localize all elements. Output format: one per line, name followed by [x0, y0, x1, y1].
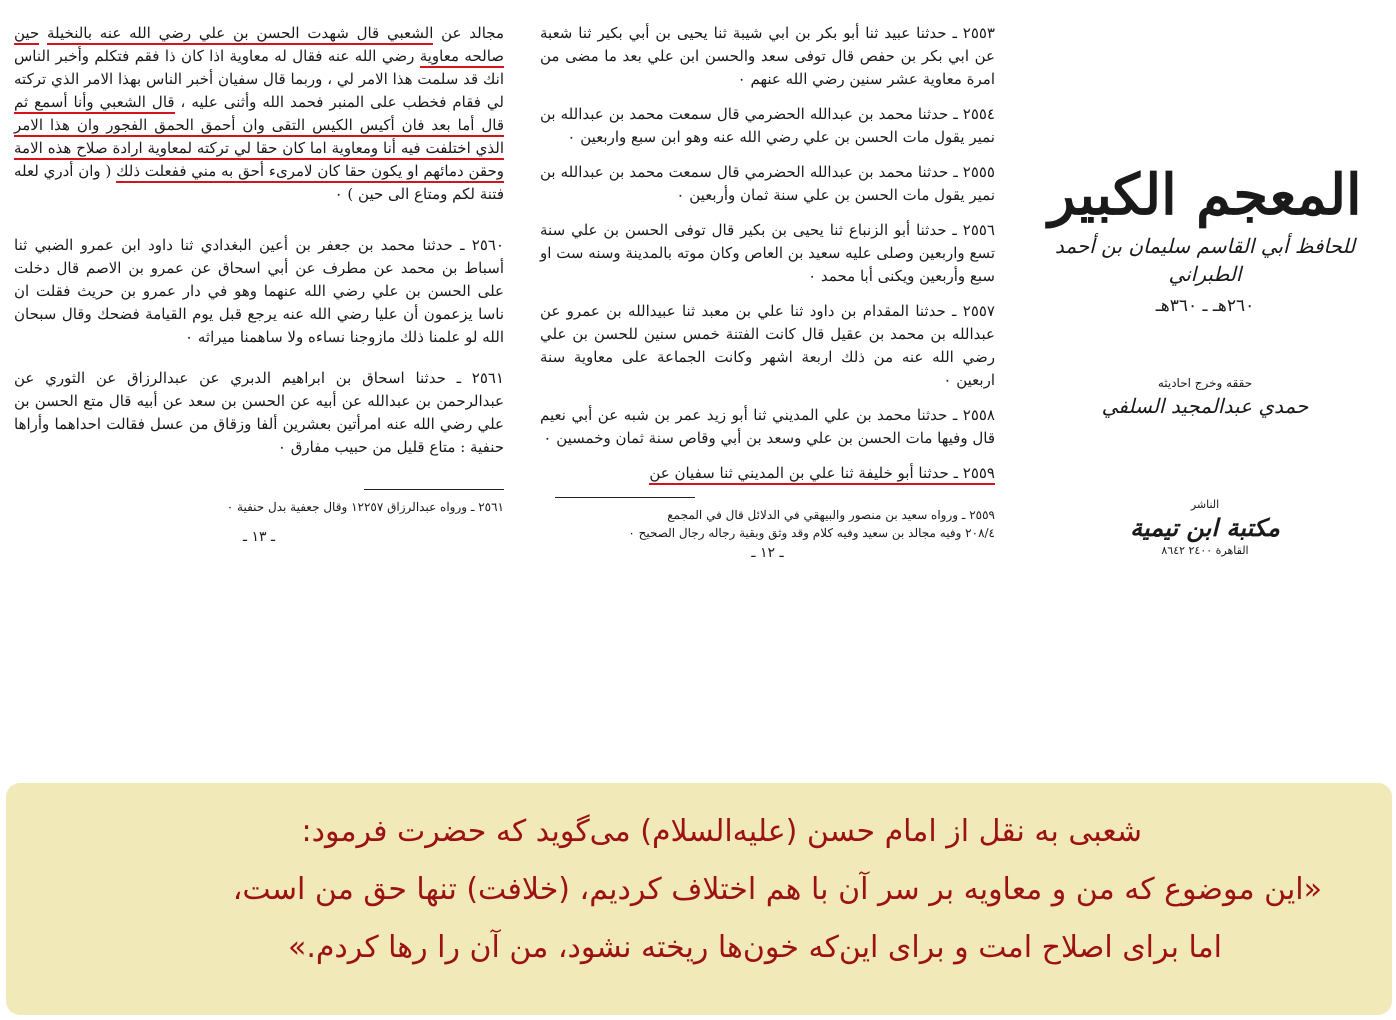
hadith-2555: ٢٥٥٥ ـ حدثنا محمد بن عبدالله الحضرمي قال سمعت محمد بن عبدالله بن نمير يقول مات الحسن بن علي سنة ثمان وأربعين ٠	[540, 163, 995, 204]
hadith-2556: ٢٥٥٦ ـ حدثنا أبو الزنباع ثنا يحيى بن بكير قال توفى الحسن بن علي سنة تسع واربعين وصلى عليه سعيد بن العاص وكان موته بالمدينة وسنه ست او سبع وأربعين ويكنى أبا محمد ٠	[540, 221, 995, 285]
footnote-line: ٢٠٨/٤ وفيه مجالد بن سعيد وفيه كلام وقد وثق وبقية رجاله رجال الصحيح ٠	[628, 526, 995, 540]
caption-line-1: شعبی به نقل از امام حسن (علیه‌السلام) می‌گوید که حضرت فرمود:	[301, 814, 1142, 849]
book-author: للحافظ أبي القاسم سليمان بن أحمد الطبراني	[1054, 234, 1356, 286]
underlined-text: قال الشعبي وأنا أسمع ثم قال أما بعد فان أكيس الكيس التقى وان أحمق الحمق الفجور وان هذا الامر الذي اختلفت فيه أنا ومعاوية اما كان حقا لي تركته لمعاوية ارادة صلاح هذه الامة وحقن دمائهم او يكون حقا كان لامرىء أحق به مني ففعلت ذلك	[14, 93, 504, 183]
hadith-2554: ٢٥٥٤ ـ حدثنا محمد بن عبدالله الحضرمي قال سمعت محمد بن عبدالله بن نمير يقول مات الحسن بن علي رضي الله عنه وهو ابن سبع واربعين ٠	[540, 105, 995, 146]
right-page	[540, 22, 995, 575]
page-number: ـ ١٣ ـ	[242, 529, 276, 545]
editor-label: حققه وخرج احاديثه	[1157, 376, 1253, 390]
footnote: ٢٥٦١ ـ ورواه عبدالرزاق ١٢٢٥٧ وقال جعفية بدل حنفية ٠	[226, 500, 504, 514]
underlined-text: ٢٥٥٩ ـ حدثنا أبو خليفة ثنا علي بن المديني ثنا سفيان عن	[649, 464, 995, 485]
hadith-2557: ٢٥٥٧ ـ حدثنا المقدام بن داود ثنا علي بن معبد ثنا عبيدالله بن عمرو عن عبدالله بن محمد بن عقيل قال كانت الفتنة خمس سنين للحسن بن علي رضي الله عنه من ذلك اربعة اشهر وكانت الجماعة على معاوية سنة اربعين ٠	[540, 302, 995, 389]
left-page	[14, 22, 504, 559]
footnote-rule	[364, 489, 504, 490]
book-title: المعجم الكبير	[1048, 162, 1362, 228]
hadith-2553: ٢٥٥٣ ـ حدثنا عبيد ثنا أبو بكر بن ابي شيبة ثنا يحيى بن أبي بكير ثنا شعبة عن ابي بكر بن حفص قال توفى سعد والحسن ابن علي بعد ما مضى من امرة معاوية عشر سنين رضي الله عنهم ٠	[540, 24, 995, 88]
hadith-2561: ٢٥٦١ ـ حدثنا اسحاق بن ابراهيم الدبري عن عبدالرزاق عن الثوري عن عبدالرحمن بن عبدالله عن أبيه عن الحسن بن سعد عن أبيه قال متع الحسن بن علي رضي الله عنه امرأتين بعشرين ألفا وزقاق من عسل فقالت احداهما وأراها حنفية : متاع قليل من حبيب مفارق ٠	[14, 369, 504, 456]
author-dates: ٢٦٠هـ ـ ٣٦٠هـ	[1155, 296, 1255, 316]
publisher-city: القاهرة ٢٤٠٠ ٨٦٤٢	[1161, 544, 1249, 557]
hadith-text: مجالد عن الشعبي قال شهدت الحسن بن علي رضي الله عنه بالنخيلة حين صالحه معاوية رضي الله عنه فقال له معاوية اذا كان ذا فقم فتكلم وأخبر الناس انك قد سلمت هذا الامر لي ، وربما قال سفيان أخبر الناس بهذا الامر الذي تركته لي فقام فخطب على المنبر فحمد الله وأثنى عليه ، قال الشعبي وأنا أسمع ثم قال أما بعد فان أكيس الكيس التقى وان أحمق الحمق الفجور وان هذا الامر الذي اختلفت فيه أنا ومعاوية اما كان حقا لي تركته لمعاوية ارادة صلاح هذه الامة وحقن دمائهم او يكون حقا كان لامرىء أحق به مني ففعلت ذلك ( وان أدري لعله فتنة لكم ومتاع الى حين ) ٠	[14, 24, 505, 203]
caption-line-3: اما برای اصلاح امت و برای این‌که خون‌ها ریخته نشود، من آن را رها کردم.»	[287, 930, 1222, 965]
hadith-2560: ٢٥٦٠ ـ حدثنا محمد بن جعفر بن أعين البغدادي ثنا داود ابن عمرو الضبي ثنا أسباط بن محمد عن مطرف عن أبي اسحاق عن عمرو بن الاصم قال دخلت على الحسن بن علي رضي الله عنهما وهو في دار عمرو بن حريث فقلت ان ناسا يزعمون أن عليا رضي الله عنه يرجع قبل يوم القيامة فضحك وقال سبحان الله لو علمنا ذلك مازوجنا نساءه ولا ساهمنا ميراثه ٠	[14, 236, 504, 346]
page-number: ـ ١٢ ـ	[751, 545, 784, 561]
footnote-rule	[555, 497, 695, 498]
book-editor: حمدي عبدالمجيد السلفي	[1101, 394, 1309, 418]
underlined-text: حين صالحه معاوية	[14, 24, 504, 68]
hadith-2558: ٢٥٥٨ ـ حدثنا محمد بن علي المديني ثنا أبو زيد عمر بن شبه عن أبي نعيم قال وفيها مات الحسن بن علي وسعد بن أبي وقاص سنة ثمان وخمسين ٠	[540, 406, 995, 447]
underlined-text: الشعبي قال شهدت الحسن بن علي رضي الله عنه بالنخيلة	[47, 24, 433, 45]
caption-box	[6, 783, 1392, 1015]
book-publisher: مكتبة ابن تيمية	[1130, 513, 1280, 542]
caption-line-2: «این موضوع که من و معاویه بر سر آن با هم اختلاف کردیم، (خلافت) تنها حق من است،	[232, 872, 1322, 907]
hadith-2559	[540, 462, 995, 485]
book-cover	[1020, 140, 1390, 640]
footnote-line: ٢٥٥٩ ـ ورواه سعيد بن منصور والبيهقي في الدلائل قال في المجمع	[667, 508, 995, 522]
publisher-label: الناشر	[1190, 498, 1220, 511]
